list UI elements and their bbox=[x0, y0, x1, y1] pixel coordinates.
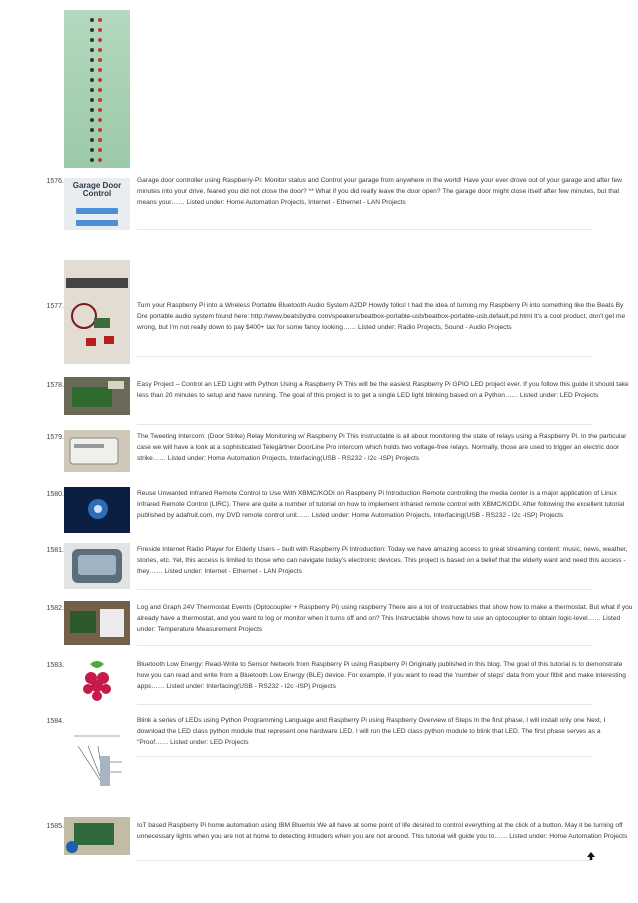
thumbnail-bluetooth-audio[interactable] bbox=[64, 260, 130, 364]
entry-divider bbox=[137, 860, 592, 861]
thumbnail-ir-remote[interactable] bbox=[64, 487, 130, 533]
list-item bbox=[0, 817, 638, 867]
list-item bbox=[0, 656, 638, 710]
entry-text[interactable]: Reuse Unwanted Infrared Remote Control to Use With XBMC/KODI on Raspberry Pi Introduction Remote controlling the media center is a major application of Linux Infrared Remote Control (LIRC). There are quite a number of tutorial on how to implement infrared remote control with XBMC/KODI. After following the excellent tutorial published by adafruit.com, my DVD remote control unit…… Listed under: Home Automation Projects, Interfacing(USB - RS232 - I2c -ISP) Projects bbox=[137, 490, 625, 520]
thumbnail-tweeting-intercom[interactable] bbox=[64, 430, 130, 472]
entry-divider bbox=[137, 704, 592, 705]
entry-number: 1582. bbox=[46, 605, 64, 612]
entry-text[interactable]: Blink a series of LEDs using Python Programming Language and Raspberry Pi using Raspberry Overview of Steps In the first phase, I will install only one Next, I download the LED class python module that represent one hardware LED. I will run the LED class python module to blink that LED. The first phase serves as a "Proof…… Listed under: LED Projects bbox=[137, 717, 606, 747]
photo-image bbox=[64, 377, 130, 415]
entry-number: 1585. bbox=[46, 823, 64, 830]
list-item bbox=[0, 0, 638, 235]
entry-divider bbox=[137, 356, 592, 357]
list-item bbox=[0, 712, 638, 808]
list-item bbox=[0, 375, 638, 425]
thumbnail-raspberry-logo[interactable] bbox=[64, 656, 130, 708]
entry-text[interactable]: Easy Project – Control an LED Light with Python Using a Raspberry Pi This will be the easiest Raspberry Pi GPIO LED project ever. If you follow this guide it should take less than 20 minutes to setup and have running. The goal of this project is to get a single LED light blinking based on a Python…… Listed under: LED Projects bbox=[137, 381, 629, 400]
list-item bbox=[0, 485, 638, 541]
thumbnail-title: Garage Door Control bbox=[72, 181, 122, 198]
entry-divider bbox=[137, 589, 592, 590]
raspberry-logo-icon bbox=[64, 656, 130, 708]
list-item bbox=[0, 541, 638, 597]
app-button-shape bbox=[76, 208, 118, 214]
photo-image bbox=[64, 601, 130, 645]
entry-text[interactable]: The Tweeting Intercom: (Door Strike) Relay Monitoring w/ Raspberry Pi This instructable is all about monitoring the state of relays using a Raspberry Pi. In the particular case we will have a look at a sophisticated Telegärtner DoorLine Pro intercom which holds two voltage-free relays. Normally, those are used to trigger an electric door strike…… Listed under: Home Automation Projects, Interfacing(USB - RS232 - I2c -ISP) Projects bbox=[137, 433, 627, 463]
photo-image bbox=[64, 726, 130, 798]
entry-number: 1581. bbox=[46, 547, 64, 554]
entry-text[interactable]: Garage door controller using Raspberry-Pi: Monitor status and Control your garage from anywhere in the world! Have your ever drove out of your garage and after few minutes into your drive, feared you did not close the door? ** What if you did really leave the door open? The garage door might close itself after few minutes, but that means your…… Listed under: Home Automation Projects, Internet - Ethernet - LAN Projects bbox=[137, 177, 622, 207]
thumbnail-led-diagram[interactable] bbox=[64, 726, 130, 798]
photo-image bbox=[64, 260, 130, 364]
photo-image bbox=[64, 817, 130, 855]
thumbnail-thermostat-log[interactable] bbox=[64, 601, 130, 645]
entry-divider bbox=[137, 424, 592, 425]
entry-text[interactable]: Turn your Raspberry Pi into a Wireless Portable Bluetooth Audio System A2DP Howdy folks! I had the idea of turning my Raspberry Pi into something like the Beats By Dre portable audio system found here: http://www.beatsbydre.com/speakers/beatbox-portable-usb/beatbox-portable-usb,default,pd.html It's a cool product, don't get me wrong, but I'm not really down to pay $400+ tax for some fancy looking…… Listed under: Radio Projects, Sound - Audio Projects bbox=[137, 302, 626, 332]
thumbnail-gpio-pinout[interactable] bbox=[64, 10, 130, 168]
thumbnail-fireside-radio[interactable] bbox=[64, 543, 130, 589]
entry-text[interactable]: Log and Graph 24V Thermostat Events (Optocoupler + Raspberry Pi) using raspberry There are a lot of Instructables that show how to make a thermostat. But what if you already have a thermostat, and you want to log or monitor when it turns off and on? This Instructable shows how to use an optocoupler to obtain logic-level…… Listed under: Temperature Measurement Projects bbox=[137, 604, 633, 634]
list-item bbox=[0, 599, 638, 653]
entry-number: 1578. bbox=[46, 382, 64, 389]
entry-divider bbox=[137, 645, 592, 646]
entry-number: 1577. bbox=[46, 303, 64, 310]
thumbnail-iot-bluemix[interactable] bbox=[64, 817, 130, 855]
entry-text[interactable]: Fireside Internet Radio Player for Elderly Users – built with Raspberry Pi Introduction: Today we have amazing access to great streaming content: music, news, weather, stories, etc. Yet, this access is limited to those who can navigate today's electronic devices. This project is based on a belief that the elderly want and need this access - they…… Listed under: Internet - Ethernet - LAN Projects bbox=[137, 546, 628, 576]
list-item bbox=[0, 236, 638, 371]
entry-text[interactable]: IoT based Raspberry Pi home automation using IBM Bluemix We all have at some point of life desired to control everything at the click of a button. May it be turning off unnecessary lights when you are not at home to detecting intruders when you are not around. This tutorial will guide you to…… Listed under: Home Automation Projects bbox=[137, 822, 628, 841]
thumbnail-garage-door-app[interactable] bbox=[64, 178, 130, 230]
photo-image bbox=[64, 487, 130, 533]
entry-number: 1580. bbox=[46, 491, 64, 498]
entry-text[interactable]: Bluetooth Low Energy: Read-Write to Sensor Network from Raspberry Pi using Raspberry Pi Originally published in this blog. The goal of this tutorial is to demonstrate how you can read and write from a Bluetooth Low Energy (BLE) device. For example, if you want to read the 'number of steps' data from your fitbit and make interesting apps…… Listed under: Interfacing(USB - RS232 - I2c -ISP) Projects bbox=[137, 661, 626, 691]
thumbnail-led-python[interactable] bbox=[64, 377, 130, 415]
entry-number: 1584. bbox=[46, 718, 64, 725]
entry-number: 1583. bbox=[46, 662, 64, 669]
photo-image bbox=[64, 430, 130, 472]
arrow-up-icon[interactable] bbox=[586, 851, 596, 861]
entry-divider bbox=[137, 229, 592, 230]
entry-number: 1576. bbox=[46, 178, 64, 185]
entry-number: 1579. bbox=[46, 434, 64, 441]
app-button-shape bbox=[76, 220, 118, 226]
photo-image bbox=[64, 543, 130, 589]
list-item bbox=[0, 428, 638, 482]
entry-divider bbox=[137, 756, 592, 757]
